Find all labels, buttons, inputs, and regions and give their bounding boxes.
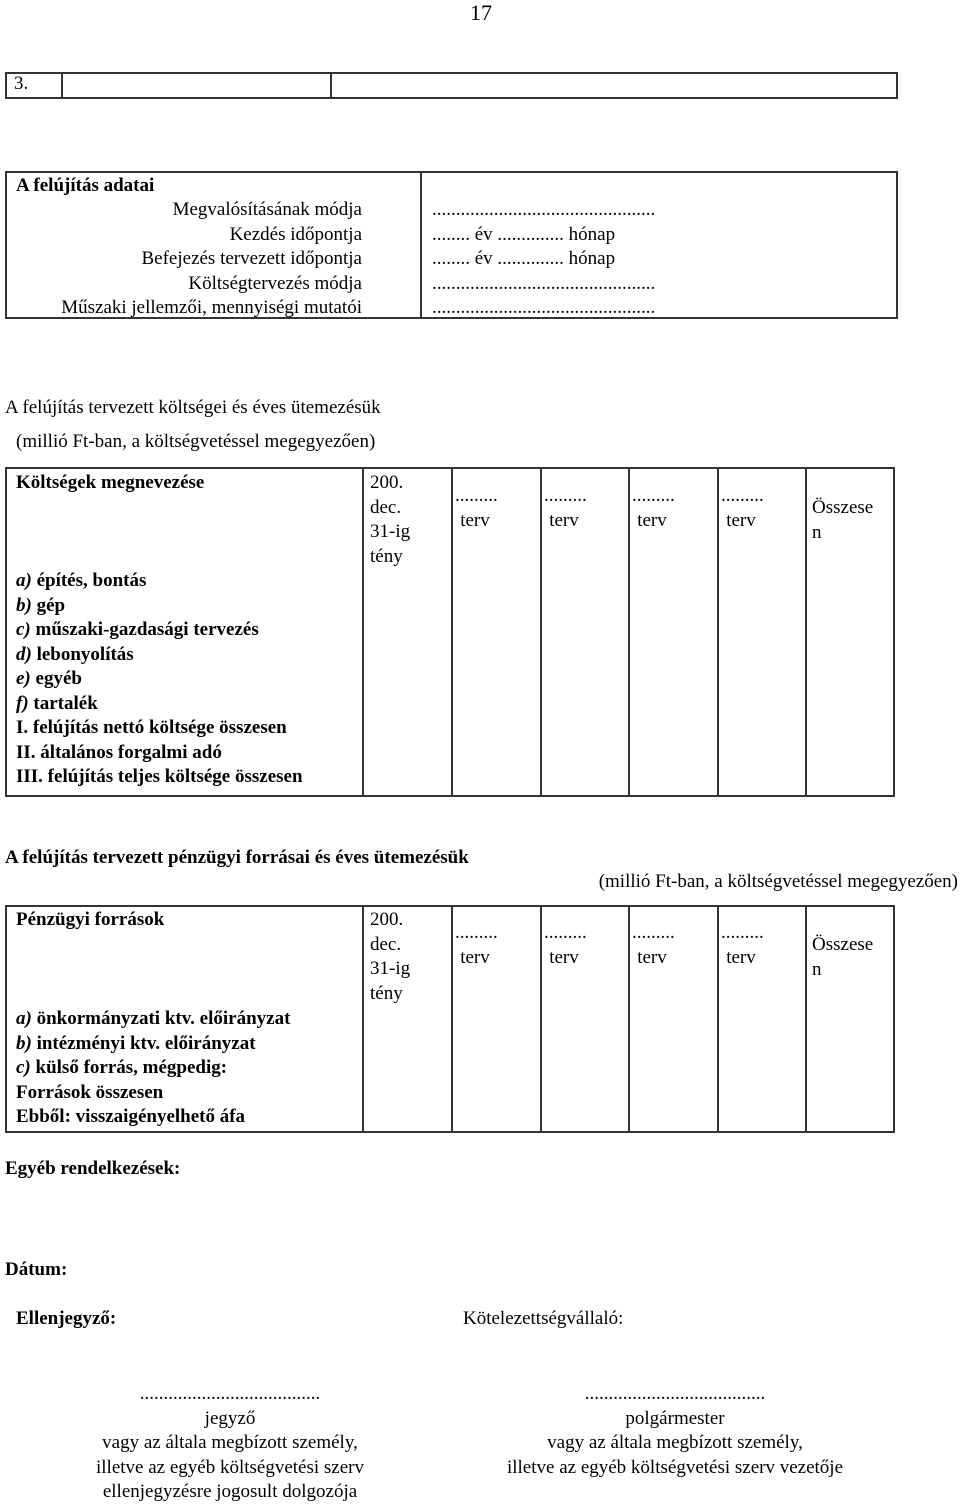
table-row — [16, 594, 303, 619]
costs-plan-header-3 — [632, 484, 675, 533]
row-letter: d) — [16, 643, 32, 665]
fact-label: tény — [370, 545, 403, 567]
signature-note: ellenjegyzésre jogosult dolgozója — [102, 1481, 358, 1502]
table-row — [16, 716, 303, 741]
header-row-number: 3. — [14, 73, 29, 94]
value-costing: ............................................... — [432, 272, 656, 294]
plan-dots: ......... — [632, 922, 675, 943]
header-divider-2 — [330, 72, 332, 99]
plan-word: terv — [726, 509, 756, 531]
table-row — [16, 741, 303, 766]
fact-day: 31-ig — [370, 521, 411, 542]
row-text: I. felújítás nettó költsége összesen — [16, 717, 287, 738]
funding-total-header — [812, 933, 873, 982]
row-text: Ebből: visszaigényelhető áfa — [16, 1106, 246, 1127]
renovation-data-labels — [16, 198, 362, 321]
plan-word: terv — [637, 509, 667, 531]
costs-col-divider-1 — [362, 467, 364, 797]
value-end: ........ év .............. hónap — [432, 248, 616, 269]
signature-note: illetve az egyéb költségvetési szerv vezetője — [506, 1456, 844, 1478]
funding-subtitle: (millió Ft-ban, a költségvetéssel megegyezően) — [598, 871, 958, 892]
table-row — [16, 667, 303, 692]
funding-fact-header — [370, 908, 410, 1006]
plan-dots: ......... — [544, 922, 587, 943]
table-row — [16, 1056, 290, 1081]
fact-month: dec. — [370, 496, 402, 518]
plan-dots: ......... — [455, 922, 498, 943]
label-costing: Költségtervezés módja — [188, 272, 362, 294]
row-letter: e) — [16, 668, 31, 689]
row-letter: c) — [16, 1057, 31, 1078]
row-text: külső forrás, mégpedig: — [35, 1057, 228, 1078]
funding-first-col-header: Pénzügyi források — [16, 909, 165, 930]
costs-subtitle: (millió Ft-ban, a költségvetéssel megegyezően) — [16, 431, 376, 452]
funding-col-divider-4 — [628, 905, 630, 1133]
plan-dots: ......... — [721, 922, 764, 943]
row-letter: b) — [16, 1032, 32, 1054]
costs-fact-header — [370, 471, 410, 569]
plan-word: terv — [549, 509, 579, 531]
costs-first-col-header: Költségek megnevezése — [16, 472, 205, 493]
date-label: Dátum: — [5, 1259, 68, 1280]
plan-dots: ......... — [721, 485, 764, 506]
funding-plan-header-1 — [455, 921, 498, 970]
total-part-2: n — [812, 958, 822, 980]
total-part-1: Összese — [812, 497, 874, 518]
plan-dots: ......... — [455, 485, 498, 506]
row-letter: f) — [16, 692, 29, 714]
costs-title: A felújítás tervezett költségei és éves ütemezésük — [5, 397, 381, 418]
costs-col-divider-4 — [628, 467, 630, 797]
value-method: ............................................... — [432, 199, 656, 220]
row-text: intézményi ktv. előirányzat — [36, 1032, 256, 1054]
page-number: 17 — [470, 0, 492, 25]
row-text: egyéb — [35, 668, 82, 689]
row-text: építés, bontás — [36, 570, 147, 591]
table-row — [16, 643, 303, 668]
costs-plan-header-1 — [455, 484, 498, 533]
funding-col-divider-3 — [540, 905, 542, 1133]
table-row — [16, 1105, 290, 1130]
funding-plan-header-4 — [721, 921, 764, 970]
plan-word: terv — [549, 946, 579, 968]
label-method: Megvalósításának módja — [172, 199, 362, 220]
fact-year: 200. — [370, 472, 404, 493]
row-letter: a) — [16, 1008, 32, 1029]
signature-right — [470, 1382, 880, 1480]
signature-note: vagy az általa megbízott személy, — [102, 1432, 358, 1453]
table-row — [16, 1081, 290, 1106]
fact-label: tény — [370, 982, 403, 1004]
total-part-2: n — [812, 521, 822, 543]
funding-plan-header-2 — [544, 921, 587, 970]
row-text: lebonyolítás — [36, 643, 134, 665]
row-text: tartalék — [33, 692, 98, 714]
table-row — [16, 1032, 290, 1057]
plan-dots: ......... — [632, 485, 675, 506]
row-text: II. általános forgalmi adó — [16, 741, 222, 763]
row-text: műszaki-gazdasági tervezés — [35, 619, 259, 640]
plan-word: terv — [460, 946, 490, 968]
signature-title: polgármester — [625, 1407, 725, 1429]
costs-plan-header-4 — [721, 484, 764, 533]
row-text: III. felújítás teljes költsége összesen — [16, 766, 303, 787]
label-technical: Műszaki jellemzői, mennyiségi mutatói — [61, 297, 362, 318]
table-row — [16, 765, 303, 790]
label-end: Befejezés tervezett időpontja — [141, 248, 362, 269]
plan-word: terv — [637, 946, 667, 968]
row-letter: b) — [16, 594, 32, 616]
costs-total-header — [812, 496, 873, 545]
plan-word: terv — [460, 509, 490, 531]
fact-year: 200. — [370, 909, 404, 930]
plan-dots: ......... — [544, 485, 587, 506]
table-row — [16, 569, 303, 594]
renovation-data-values — [432, 198, 655, 321]
countersigner-label: Ellenjegyző: — [16, 1308, 117, 1329]
renovation-data-divider — [420, 171, 422, 319]
label-start: Kezdés időpontja — [229, 223, 362, 245]
other-provisions-label: Egyéb rendelkezések: — [5, 1158, 181, 1179]
funding-col-divider-1 — [362, 905, 364, 1133]
plan-word: terv — [726, 946, 756, 968]
header-row-box — [5, 72, 898, 99]
row-text: gép — [36, 594, 66, 616]
row-letter: c) — [16, 619, 31, 640]
table-row — [16, 1007, 290, 1032]
row-text: önkormányzati ktv. előirányzat — [36, 1008, 291, 1029]
costs-col-divider-2 — [451, 467, 453, 797]
funding-col-divider-2 — [451, 905, 453, 1133]
total-part-1: Összese — [812, 934, 874, 955]
signature-note: vagy az általa megbízott személy, — [547, 1432, 803, 1453]
signature-left — [40, 1382, 420, 1505]
value-start: ........ év .............. hónap — [432, 223, 616, 245]
funding-col-divider-6 — [805, 905, 807, 1133]
funding-title: A felújítás tervezett pénzügyi forrásai és éves ütemezésük — [5, 847, 469, 868]
header-divider-1 — [61, 72, 63, 99]
costs-col-divider-5 — [717, 467, 719, 797]
row-letter: a) — [16, 570, 32, 591]
costs-rows — [16, 569, 303, 790]
costs-plan-header-2 — [544, 484, 587, 533]
signature-line: ...................................... — [139, 1383, 321, 1404]
funding-col-divider-5 — [717, 905, 719, 1133]
signature-line: ...................................... — [584, 1383, 766, 1404]
signature-title: jegyző — [204, 1407, 256, 1429]
row-text: Források összesen — [16, 1081, 164, 1103]
fact-month: dec. — [370, 933, 402, 955]
costs-col-divider-3 — [540, 467, 542, 797]
signature-note: illetve az egyéb költségvetési szerv — [95, 1456, 364, 1478]
renovation-data-title: A felújítás adatai — [16, 175, 155, 196]
funding-plan-header-3 — [632, 921, 675, 970]
value-technical: ............................................... — [432, 297, 656, 318]
fact-day: 31-ig — [370, 958, 411, 979]
table-row — [16, 618, 303, 643]
costs-col-divider-6 — [805, 467, 807, 797]
funding-rows — [16, 1007, 290, 1130]
table-row — [16, 692, 303, 717]
commitment-label: Kötelezettségvállaló: — [463, 1308, 624, 1329]
